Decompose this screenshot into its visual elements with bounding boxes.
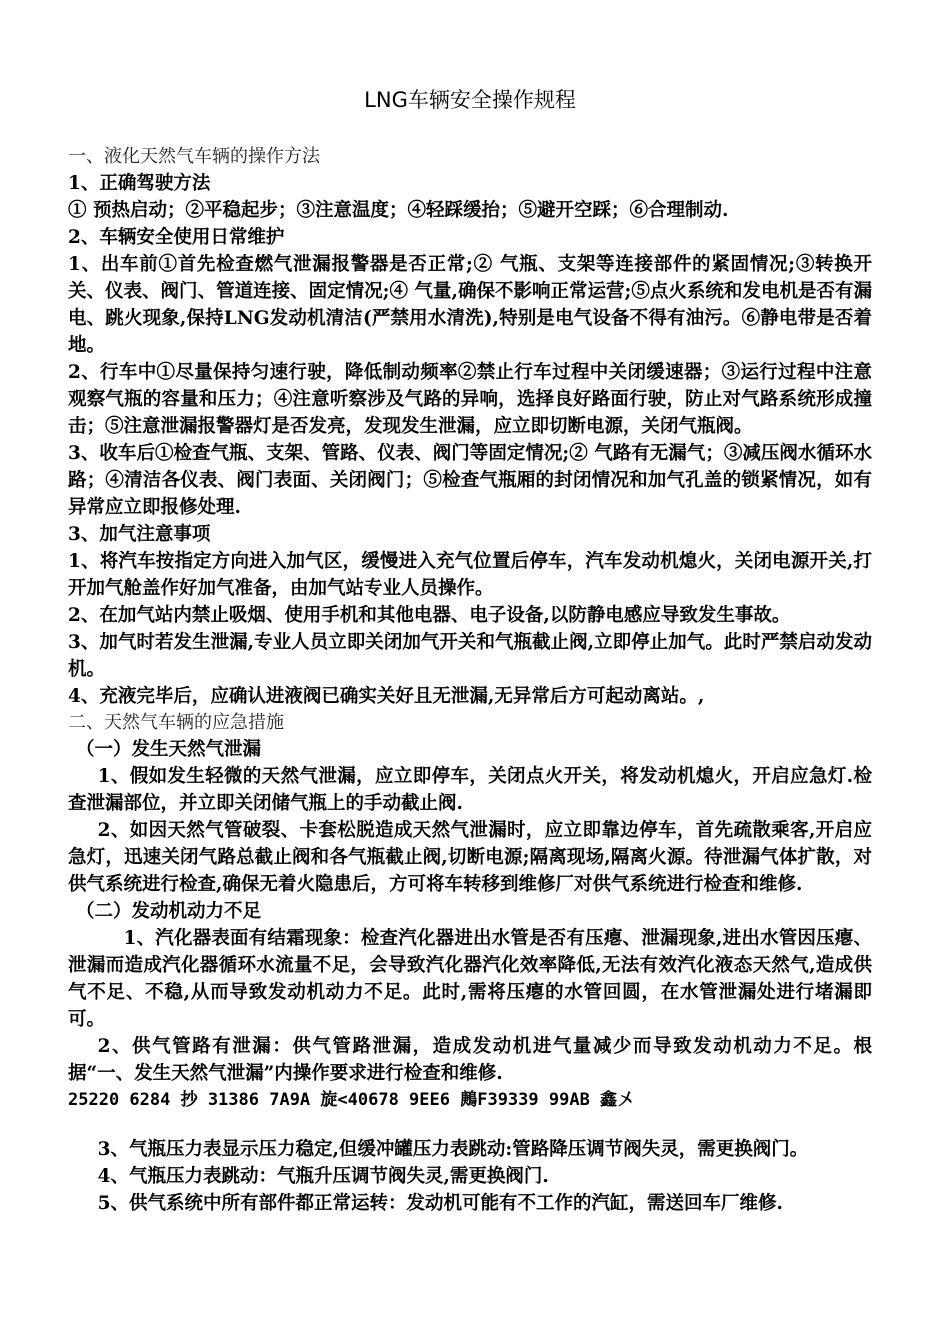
maintenance-item-1: 1、出车前①首先检查燃气泄漏报警器是否正常;② 气瓶、支架等连接部件的紧固情况;③转换开关、仪表、阀门、管道连接、固定情况;④ 气量,确保不影响正常运营;⑤点火系统和发电机是否有漏电、跳火现象,保持LNG发动机清洁(严禁用水清洗),特别是电气设备不得有油污。⑥静电带是否着地。 [68,254,872,356]
power-item-2: 2、供气管路有泄漏：供气管路泄漏，造成发动机进气量减少而导致发动机动力不足。根据“一、发生天然气泄漏”内操作要求进行检查和维修. [68,1036,872,1084]
power-item-1: 1、汽化器表面有结霜现象：检查汽化器进出水管是否有压瘪、泄漏现象,进出水管因压瘪、泄漏而造成汽化器循环水流量不足，会导致汽化器汽化效率降低,无法有效汽化液态天然气,造成供气不足、不稳,从而导致发动机动力不足。此时,需将压瘪的水管回圆，在水管泄漏处进行堵漏即可。 [68,928,872,1030]
document-title: LNG车辆安全操作规程 [364,88,576,112]
section-1-heading: 一、液化天然气车辆的操作方法 [68,146,320,167]
refuel-item-3: 3、加气时若发生泄漏,专业人员立即关闭加气开关和气瓶截止阀,立即停止加气。此时严禁启动发动机。 [68,632,872,680]
driving-method-text: ① 预热启动；②平稳起步；③注意温度；④轻踩缓抬；⑤避开空踩；⑥合理制动. [68,200,729,221]
refuel-item-2: 2、在加气站内禁止吸烟、使用手机和其他电器、电子设备,以防静电感应导致发生事故。 [68,605,791,626]
refuel-item-1: 1、将汽车按指定方向进入加气区，缓慢进入充气位置后停车，汽车发动机熄火，关闭电源开关,打开加气舱盖作好加气准备，由加气站专业人员操作。 [68,551,872,599]
power-item-4: 4、气瓶压力表跳动：气瓶升压调节阀失灵,需更换阀门. [97,1166,549,1187]
power-item-5: 5、供气系统中所有部件都正常运转：发动机可能有不工作的汽缸，需送回车厂维修. [97,1193,783,1214]
garbled-text-line: 25220 6284 抄 31386 7A9A 旋<40678 9EE6 鶊F39339 99AB 鑫〤 [68,1090,635,1110]
subsection-1-2-heading: 2、车辆安全使用日常维护 [68,227,285,248]
leak-item-1: 1、假如发生轻微的天然气泄漏，应立即停车，关闭点火开关，将发动机熄火，开启应急灯.检查泄漏部位，并立即关闭储气瓶上的手动截止阀. [68,766,872,814]
part-2-1-heading: （一）发生天然气泄漏 [76,739,262,760]
subsection-1-1-heading: 1、正确驾驶方法 [68,173,211,194]
leak-item-2: 2、如因天然气管破裂、卡套松脱造成天然气泄漏时，应立即靠边停车，首先疏散乘客,开启应急灯，迅速关闭气路总截止阀和各气瓶截止阀,切断电源;隔离现场,隔离火源。待泄漏气体扩散，对供气系统进行检查,确保无着火隐患后，方可将车转移到维修厂对供气系统进行检查和维修. [68,820,872,895]
maintenance-item-2: 2、行车中①尽量保持匀速行驶，降低制动频率②禁止行车过程中关闭缓速器；③运行过程中注意观察气瓶的容量和压力；④注意听察涉及气路的异响，选择良好路面行驶，防止对气路系统形成撞击；⑤注意泄漏报警器灯是否发亮，发现发生泄漏，应立即切断电源，关闭气瓶阀。 [68,362,872,437]
power-item-3: 3、气瓶压力表显示压力稳定,但缓冲罐压力表跳动:管路降压调节阀失灵，需更换阀门。 [97,1139,809,1160]
maintenance-item-3: 3、收车后①检查气瓶、支架、管路、仪表、阀门等固定情况;② 气路有无漏气；③减压阀水循环水路；④清洁各仪表、阀门表面、关闭阀门；⑤检查气瓶厢的封闭情况和加气孔盖的锁紧情况，如有异常应立即报修处理. [68,443,872,518]
subsection-1-3-heading: 3、加气注意事项 [68,524,211,545]
refuel-item-4: 4、充液完毕后，应确认进液阀已确实关好且无泄漏,无异常后方可起动离站。, [68,686,705,707]
section-2-heading: 二、天然气车辆的应急措施 [68,712,284,733]
part-2-2-heading: （二）发动机动力不足 [76,901,262,922]
